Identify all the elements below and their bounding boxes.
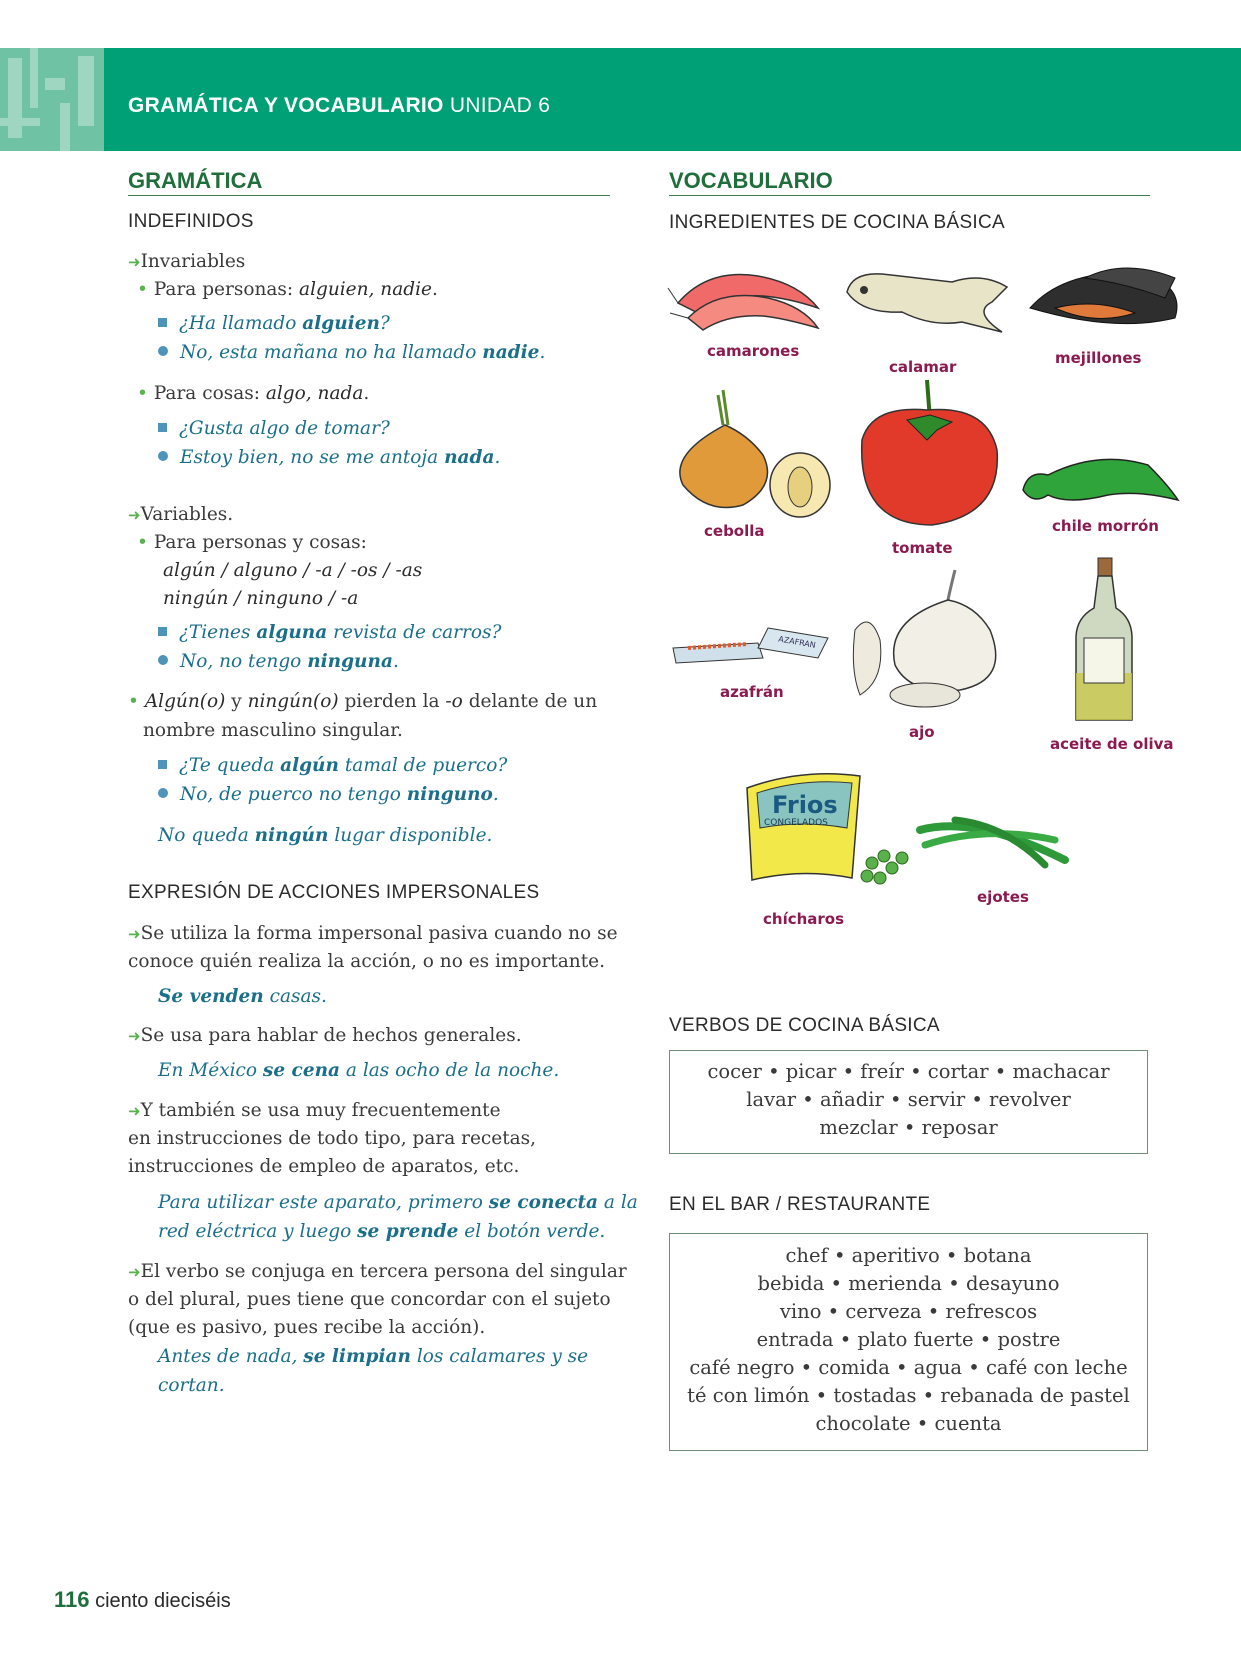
bar-line: vino • cerveza • refrescos [779,1300,1038,1323]
label-ejotes: ejotes [977,888,1029,906]
label-ajo: ajo [909,723,935,741]
label-cebolla: cebolla [704,522,765,540]
imp-p3-l2: en instrucciones de todo tipo, para recetas, [128,1128,537,1149]
imp-example-1: Se venden casas. [158,986,327,1007]
label-chicharos: chícharos [763,910,845,928]
peas-package-image [742,768,912,888]
example-3: ¿Gusta algo de tomar? [158,415,390,443]
verbos-line: cocer • picar • freír • cortar • machacar [707,1060,1110,1083]
bar-line: té con limón • tostadas • rebanada de pastel [687,1384,1130,1407]
imp-example-2: En México se cena a las ocho de la noche. [158,1060,560,1081]
package-sub: CONGELADOS [764,818,828,828]
label-calamar: calamar [889,358,957,376]
grammar-rule [128,195,610,196]
header-texture [0,48,104,151]
garlic-image [850,570,1020,710]
example-9: No queda ningún lugar disponible. [158,825,493,846]
invariables-heading: ➜Invariables [128,251,246,272]
green-beans-image [915,810,1075,870]
ingredientes-subtitle: INGREDIENTES DE COCINA BÁSICA [669,212,1005,233]
grammar-title: GRAMÁTICA [128,168,263,193]
imp-p2: ➜Se usa para hablar de hechos generales. [128,1025,522,1046]
imp-p1-l2: conoce quién realiza la acción, o no es importante. [128,951,605,972]
olive-oil-image [1068,558,1138,728]
bar-line: bebida • merienda • desayuno [757,1272,1060,1295]
bar-line: chocolate • cuenta [815,1412,1002,1435]
vocab-rule [669,195,1150,196]
imp-p4-l3: (que es pasivo, pues recibe la acción). [128,1317,486,1338]
label-azafran: azafrán [720,683,784,701]
impersonales-subtitle: EXPRESIÓN DE ACCIONES IMPERSONALES [128,882,540,903]
imp-p1-l1: ➜Se utiliza la forma impersonal pasiva cuando no se [128,923,618,944]
verbos-box [669,1050,1148,1154]
cosas-line: • Para cosas: algo, nada. [137,383,370,404]
page-number: 116 [54,1587,90,1612]
variables-heading: ➜Variables. [128,504,234,525]
bar-subtitle: EN EL BAR / RESTAURANTE [669,1194,931,1215]
onion-image [668,385,838,515]
saffron-image [668,618,833,668]
imp-p3-l1: ➜Y también se usa muy frecuentemente [128,1100,501,1121]
example-8: No, de puerco no tengo ninguno. [158,781,499,809]
bar-line: café negro • comida • agua • café con leche [689,1356,1128,1379]
label-tomate: tomate [892,539,953,557]
header-title: GRAMÁTICA Y VOCABULARIO UNIDAD 6 [128,94,551,117]
personas-line: • Para personas: alguien, nadie. [137,279,438,300]
imp-example-4b: cortan. [158,1375,225,1396]
rule-line-1: • Algún(o) y ningún(o) pierden la -o delante de un [128,691,598,712]
imp-example-3a: Para utilizar este aparato, primero se conecta a la [158,1192,638,1213]
imp-p4-l2: o del plural, pues tiene que concordar con el sujeto [128,1289,611,1310]
label-mejillones: mejillones [1055,349,1142,367]
example-7: ¿Te queda algún tamal de puerco? [158,752,507,780]
page-words: ciento dieciséis [95,1590,231,1612]
saffron-box-label: AZAFRAN [777,634,817,650]
label-aceite-de-oliva: aceite de oliva [1050,735,1174,753]
label-chile-morron: chile morrón [1052,517,1159,535]
example-4: Estoy bien, no se me antoja nada. [158,444,500,472]
verbos-line: lavar • añadir • servir • revolver [746,1088,1071,1111]
verbos-line: mezclar • reposar [819,1116,998,1139]
indefinidos-subtitle: INDEFINIDOS [128,211,254,232]
example-1: ¿Ha llamado alguien? [158,310,390,338]
squid-image [842,252,1012,342]
bar-line: entrada • plato fuerte • postre [756,1328,1061,1351]
pepper-image [1018,450,1183,510]
personas-cosas-line: • Para personas y cosas: [137,532,367,553]
page-footer [54,1587,231,1613]
bar-box [669,1233,1148,1451]
forms-line-1: algún / alguno / -a / -os / -as [163,560,423,581]
forms-line-2: ningún / ninguno / -a [163,588,359,609]
example-5: ¿Tienes alguna revista de carros? [158,619,501,647]
example-6: No, no tengo ninguna. [158,648,399,676]
example-2: No, esta mañana no ha llamado nadie. [158,339,545,367]
label-camarones: camarones [707,342,800,360]
mussels-image [1025,258,1185,338]
vocab-title: VOCABULARIO [669,168,833,193]
imp-example-4a: Antes de nada, se limpian los calamares y se [158,1346,589,1367]
rule-line-2: nombre masculino singular. [143,720,403,741]
package-brand: Frios [772,791,838,819]
imp-example-3b: red eléctrica y luego se prende el botón verde. [158,1221,606,1242]
imp-p4-l1: ➜El verbo se conjuga en tercera persona del singular [128,1261,627,1282]
imp-p3-l3: instrucciones de empleo de aparatos, etc. [128,1156,520,1177]
shrimp-image [668,258,828,338]
tomato-image [852,380,1002,530]
verbos-subtitle: VERBOS DE COCINA BÁSICA [669,1015,940,1036]
bar-line: chef • aperitivo • botana [785,1244,1032,1267]
